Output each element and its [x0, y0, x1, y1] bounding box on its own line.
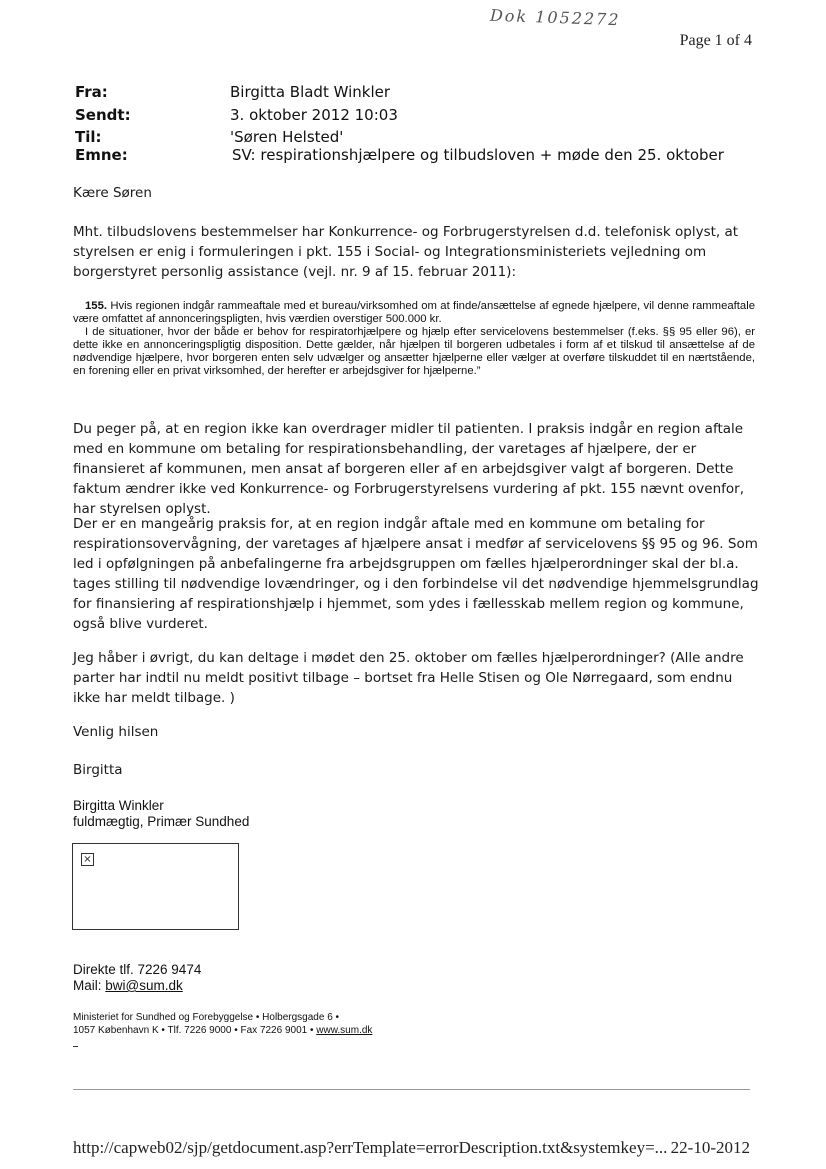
direct-phone: Direkte tlf. 7226 9474 [73, 962, 202, 977]
broken-image-icon: × [81, 853, 94, 866]
divider-dash [73, 1046, 78, 1047]
to-label: Til: [75, 128, 102, 146]
sent-value: 3. oktober 2012 10:03 [230, 106, 398, 124]
org-address-line-2 [73, 1024, 372, 1037]
org-address-line-1: Ministeriet for Sundhed og Forebyggelse • Holbergsgade 6 • [73, 1012, 340, 1023]
page-number: Page 1 of 4 [679, 32, 752, 49]
mail-label: Mail: [73, 978, 106, 993]
org-contact-text: 1057 København K • Tlf. 7226 9000 • Fax 7226 9001 • [73, 1025, 317, 1036]
paragraph-region: Du peger på, at en region ikke kan overdrager midler til patienten. I praksis indgår en region aftale med en kommune om betaling for respirationsbehandling, der varetages af hjælpere, der er finansieret af kommunen, men ansat af borgeren eller af en arbejdsgiver valgt af borgeren. Dette faktum ændrer ikke ved Konkurrence- og Forbrugerstyrelsens vurdering af pkt. 155 nævnt ovenfor, har styrelsen oplyst. [73, 421, 745, 517]
print-footer-date: 22-10-2012 [670, 1138, 750, 1157]
quote-number: 155. [85, 300, 107, 312]
to-value: 'Søren Helsted' [230, 128, 344, 146]
paragraph-meeting: Jeg håber i øvrigt, du kan deltage i mødet den 25. oktober om fælles hjælperordninger? (Alle andre parter har indtil nu meldt positivt tilbage – bortset fra Helle Stisen og Ole Nørregaard, som endnu ikke har meldt tilbage. ) [73, 650, 744, 706]
quote-paragraph-2: I de situationer, hvor der både er behov for respiratorhjælpere og hjælp efter servicelovens bestemmelser (f.eks. §§ 95 eller 96), er dette ikke en annonceringspligtig disposition. Dette gælder, når hjælpen til borgeren udbetales i form af et tilskud til ansættelse af de nødvendige hjælpere, hvor borgeren enten selv udvælger og ansætter hjælperne eller vælger at overføre tilskuddet til en nærtstående, en forening eller en privat virksomhed, der herefter er arbejdsgiver for hjælperne.” [73, 326, 755, 377]
website-link[interactable]: www.sum.dk [316, 1025, 373, 1036]
subject-value: SV: respirationshjælpere og tilbudsloven + møde den 25. oktober [232, 146, 724, 164]
closing: Venlig hilsen [73, 724, 159, 740]
quote-paragraph-1: Hvis regionen indgår rammeaftale med et bureau/virksomhed om at finde/ansættelse af egnede hjælpere, vil denne rammeaftale være omfattet af annonceringspligten, hvis værdien overstiger 500.000 kr. [73, 300, 756, 325]
paragraph-practice: Der er en mangeårig praksis for, at en region indgår aftale med en kommune om betaling for respirationsovervågning, der varetages af hjælpere ansat i medfør af servicelovens §§ 95 og 96. Som led i opfølgningen på anbefalingerne fra arbejdsgruppen om fælles hjælperordninger skal der bl.a. tages stilling til nødvendige lovændringer, og i den forbindelse vil det nødvendige hjemmelsgrundlag for finansiering af respirationshjælp i hjemmet, som ydes i fællesskab mellem region og kommune, også blive vurderet. [73, 516, 759, 632]
from-value: Birgitta Bladt Winkler [230, 83, 391, 101]
signature-name: Birgitta Winkler [73, 798, 164, 813]
mail-line [73, 978, 183, 994]
print-footer-url: http://capweb02/sjp/getdocument.asp?errTemplate=errorDescription.txt&systemkey=... [73, 1138, 668, 1157]
salutation: Kære Søren [73, 185, 152, 201]
mail-link[interactable]: bwi@sum.dk [105, 978, 183, 993]
horizontal-rule [73, 1089, 750, 1090]
sent-label: Sendt: [75, 106, 131, 124]
signature-title: fuldmægtig, Primær Sundhed [73, 814, 250, 829]
from-label: Fra: [75, 83, 108, 101]
subject-label: Emne: [75, 146, 128, 164]
paragraph-intro: Mht. tilbudslovens bestemmelser har Konkurrence- og Forbrugerstyrelsen d.d. telefonisk oplyst, at styrelsen er enig i formuleringen i pkt. 155 i Social- og Integrationsministeriets vejledning om borgerstyret personlig assistance (vejl. nr. 9 af 15. februar 2011): [73, 224, 739, 280]
quoted-guidance [73, 300, 755, 378]
sender-first-name: Birgitta [73, 762, 123, 778]
signature-image-placeholder [72, 843, 239, 930]
handwritten-document-number: Dok 1052272 [489, 5, 621, 30]
